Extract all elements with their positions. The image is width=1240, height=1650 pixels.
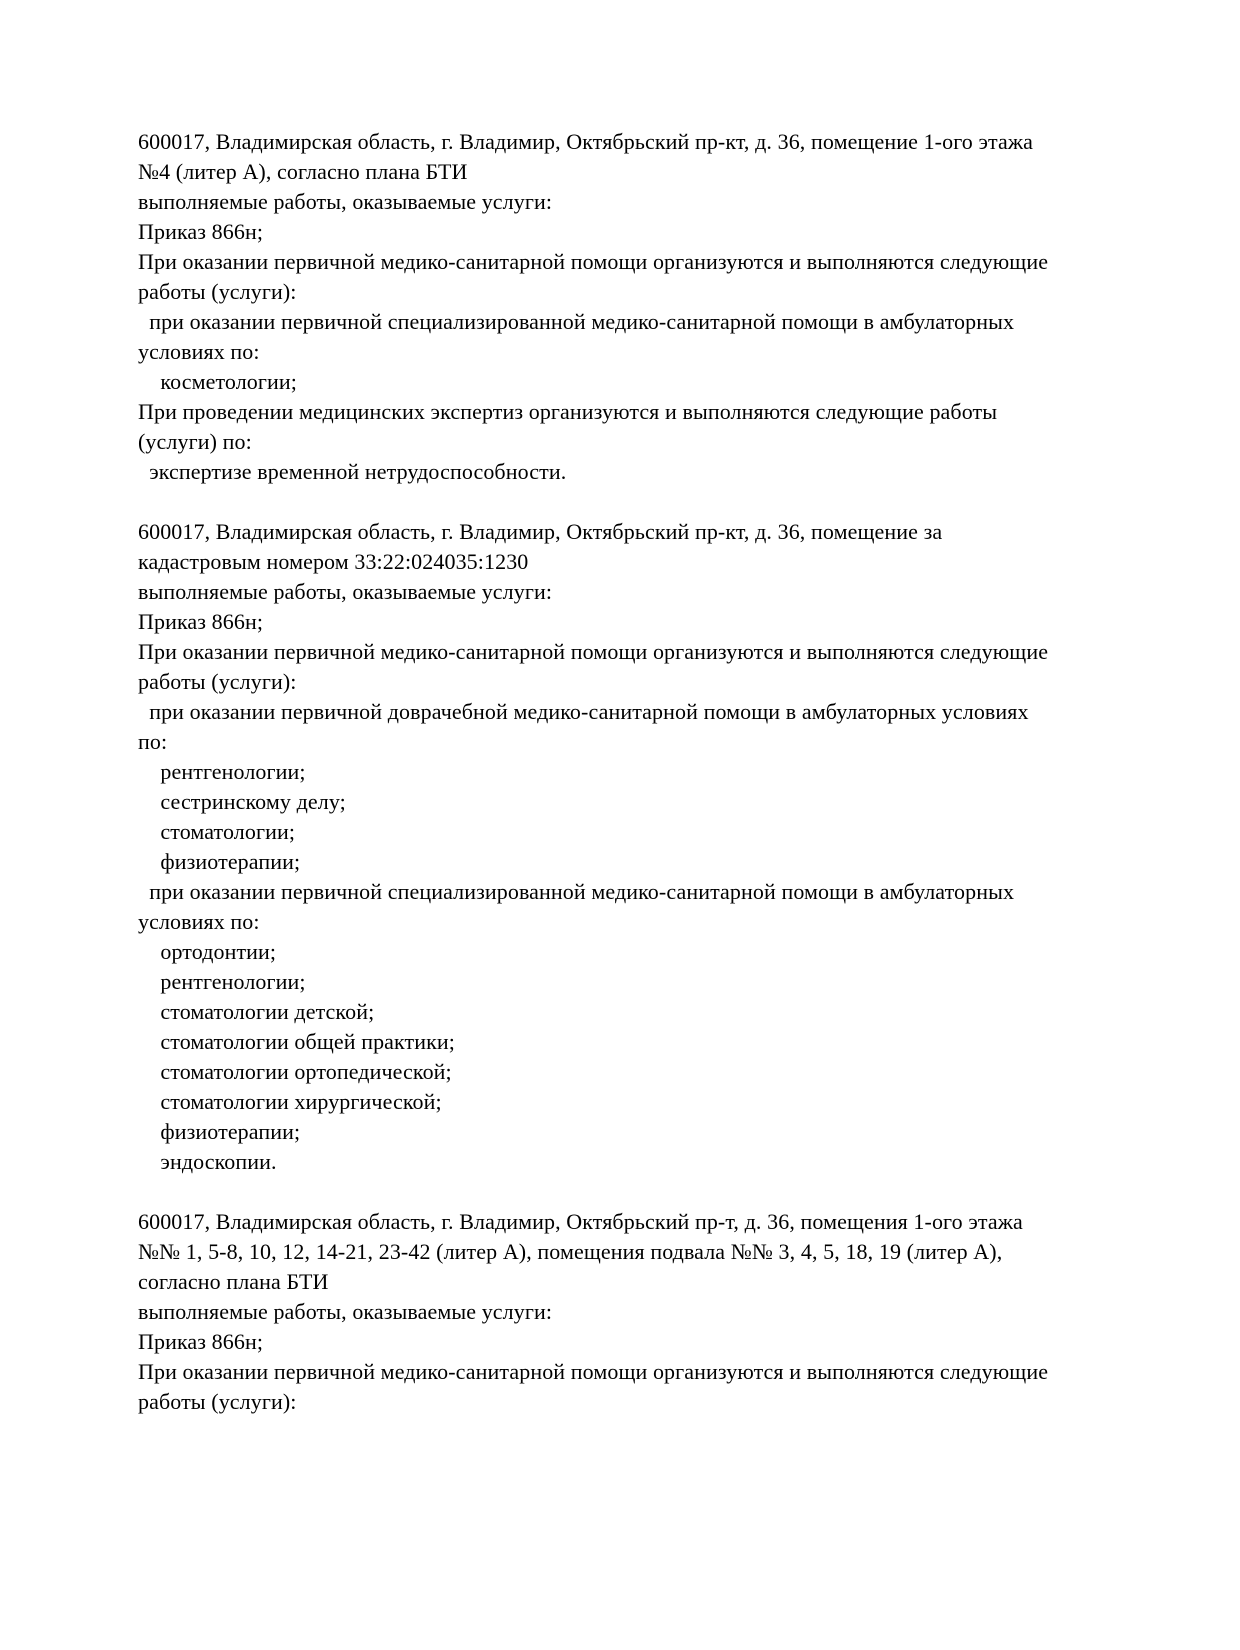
text-line: при оказании первичной доврачебной медико-санитарной помощи в амбулаторных условиях: [138, 699, 1029, 724]
service-item: ортодонтии;: [138, 939, 277, 964]
document-text-content: [138, 127, 1123, 1417]
order-reference: Приказ 866н;: [138, 219, 264, 244]
text-line: условиях по:: [138, 909, 260, 934]
service-item: стоматологии хирургической;: [138, 1089, 442, 1114]
works-services-heading: выполняемые работы, оказываемые услуги:: [138, 189, 553, 214]
service-item: стоматологии общей практики;: [138, 1029, 455, 1054]
text-line: работы (услуги):: [138, 279, 297, 304]
address-line: №№ 1, 5-8, 10, 12, 14-21, 23-42 (литер А), помещения подвала №№ 3, 4, 5, 18, 19 (литер А),: [138, 1239, 1003, 1264]
text-line: При оказании первичной медико-санитарной помощи организуются и выполняются следующие: [138, 249, 1049, 274]
address-block-2: [138, 517, 1123, 1177]
service-item: стоматологии детской;: [138, 999, 375, 1024]
service-item: стоматологии ортопедической;: [138, 1059, 452, 1084]
service-item: физиотерапии;: [138, 1119, 301, 1144]
service-item: рентгенологии;: [138, 759, 306, 784]
order-reference: Приказ 866н;: [138, 609, 264, 634]
address-line: 600017, Владимирская область, г. Владимир, Октябрьский пр-кт, д. 36, помещение 1-ого этажа: [138, 129, 1034, 154]
service-item: эндоскопии.: [138, 1149, 277, 1174]
service-item: экспертизе временной нетрудоспособности.: [138, 459, 567, 484]
text-line: при оказании первичной специализированной медико-санитарной помощи в амбулаторных: [138, 879, 1015, 904]
address-block-1: [138, 127, 1123, 487]
address-line: №4 (литер А), согласно плана БТИ: [138, 159, 468, 184]
address-line: согласно плана БТИ: [138, 1269, 329, 1294]
address-block-3: [138, 1207, 1123, 1417]
service-item: физиотерапии;: [138, 849, 301, 874]
service-item: рентгенологии;: [138, 969, 306, 994]
service-item: косметологии;: [138, 369, 297, 394]
text-line: работы (услуги):: [138, 669, 297, 694]
order-reference: Приказ 866н;: [138, 1329, 264, 1354]
works-services-heading: выполняемые работы, оказываемые услуги:: [138, 1299, 553, 1324]
text-line: работы (услуги):: [138, 1389, 297, 1414]
address-line: 600017, Владимирская область, г. Владимир, Октябрьский пр-т, д. 36, помещения 1-ого этажа: [138, 1209, 1023, 1234]
service-item: сестринскому делу;: [138, 789, 346, 814]
text-line: При проведении медицинских экспертиз организуются и выполняются следующие работы: [138, 399, 998, 424]
works-services-heading: выполняемые работы, оказываемые услуги:: [138, 579, 553, 604]
text-line: При оказании первичной медико-санитарной помощи организуются и выполняются следующие: [138, 639, 1049, 664]
text-line: условиях по:: [138, 339, 260, 364]
address-line: 600017, Владимирская область, г. Владимир, Октябрьский пр-кт, д. 36, помещение за: [138, 519, 943, 544]
text-line: при оказании первичной специализированной медико-санитарной помощи в амбулаторных: [138, 309, 1015, 334]
text-line: (услуги) по:: [138, 429, 252, 454]
text-line: При оказании первичной медико-санитарной помощи организуются и выполняются следующие: [138, 1359, 1049, 1384]
address-line: кадастровым номером 33:22:024035:1230: [138, 549, 529, 574]
service-item: стоматологии;: [138, 819, 296, 844]
text-line: по:: [138, 729, 168, 754]
